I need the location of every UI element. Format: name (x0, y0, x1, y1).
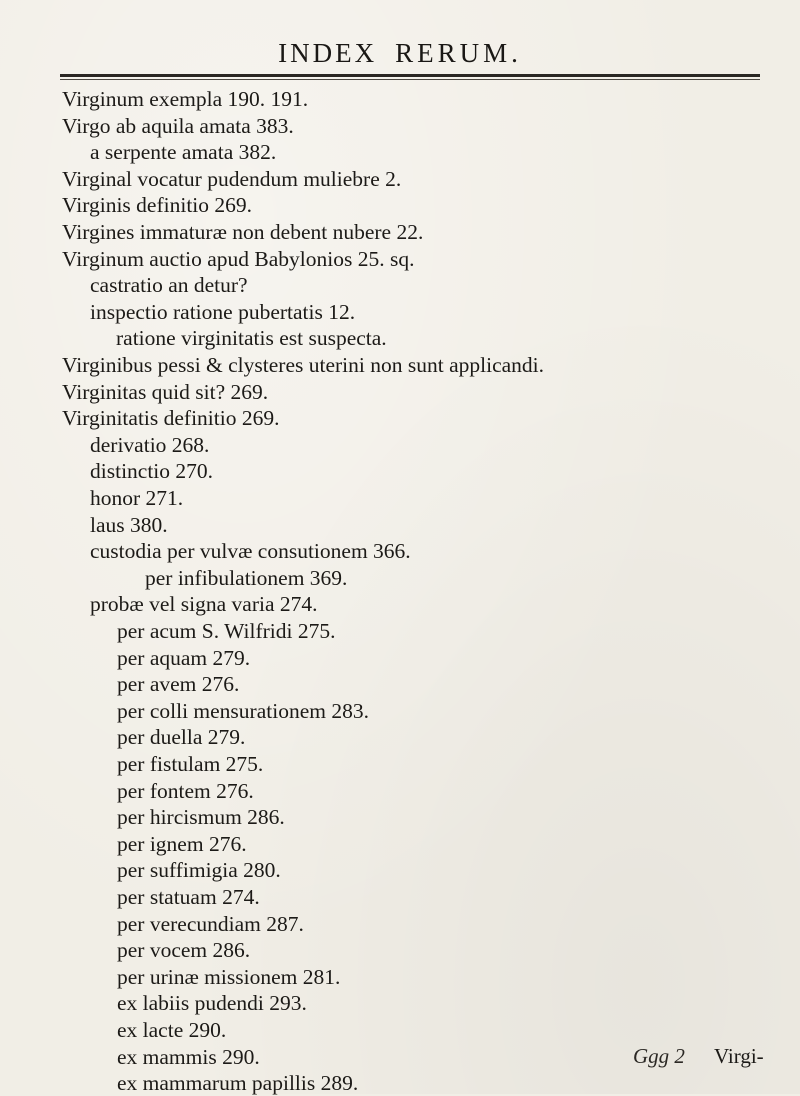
header-rule-thin (60, 79, 760, 80)
index-entry: Virginal vocatur pudendum muliebre 2. (62, 166, 402, 191)
index-entry: per verecundiam 287. (117, 911, 304, 936)
index-entry: Virgines immaturæ non debent nubere 22. (62, 220, 424, 244)
index-entry: laus 380. (90, 512, 168, 537)
header-rule (60, 74, 760, 77)
index-entry: per infibulationem 369. (145, 565, 348, 590)
signature-mark: Ggg 2 (633, 1044, 685, 1068)
index-entry: ratione virginitatis est suspecta. (116, 326, 387, 351)
index-entry: custodia per vulvæ consutionem 366. (90, 539, 411, 564)
index-entry: per duella 279. (117, 725, 246, 750)
index-entry: per vocem 286. (117, 938, 251, 963)
index-entry: per ignem 276. (117, 831, 247, 856)
index-entry: per fistulam 275. (117, 752, 264, 776)
index-entry: Virginibus pessi & clysteres uterini non sunt applicandi. (62, 353, 544, 377)
index-entry: ex lacte 290. (117, 1018, 227, 1042)
index-entry: Virginitas quid sit? 269. (62, 379, 269, 404)
index-entry: Virginum exempla 190. 191. (62, 87, 309, 111)
index-entry: per colli mensurationem 283. (117, 698, 369, 723)
catchword: Virgi- (714, 1044, 764, 1068)
index-entry: per aquam 279. (117, 645, 251, 670)
index-entry: inspectio ratione pubertatis 12. (90, 299, 356, 324)
index-entry: Virginitatis definitio 269. (62, 406, 280, 431)
index-entry: Virgo ab aquila amata 383. (62, 113, 294, 138)
index-entry: castratio an detur? (90, 273, 248, 298)
index-entry: a serpente amata 382. (90, 140, 277, 165)
index-entry: Virginis definitio 269. (62, 193, 253, 218)
running-header (0, 38, 800, 69)
index-entry: ex mammis 290. (117, 1044, 260, 1069)
index-entry: probæ vel signa varia 274. (90, 592, 318, 617)
index-entry: per hircismum 286. (117, 805, 285, 830)
index-entry: per statuam 274. (117, 885, 260, 909)
index-entry: per fontem 276. (117, 778, 254, 803)
index-entry: ex labiis pudendi 293. (117, 991, 307, 1016)
index-entry: Virginum auctio apud Babylonios 25. sq. (62, 246, 415, 271)
index-entry: per suffimigia 280. (117, 858, 281, 883)
header-word-rerum: RERUM. (395, 38, 522, 68)
index-entry: per acum S. Wilfridi 275. (117, 619, 336, 643)
index-entry: derivatio 268. (90, 432, 210, 457)
index-entry: ex mammarum papillis 289. (117, 1071, 359, 1096)
index-entry: distinctio 270. (90, 459, 214, 484)
header-word-index: INDEX (278, 38, 378, 68)
index-entry: per avem 276. (117, 672, 240, 697)
index-entry: honor 271. (90, 486, 184, 510)
index-entry: per urinæ missionem 281. (117, 964, 341, 989)
